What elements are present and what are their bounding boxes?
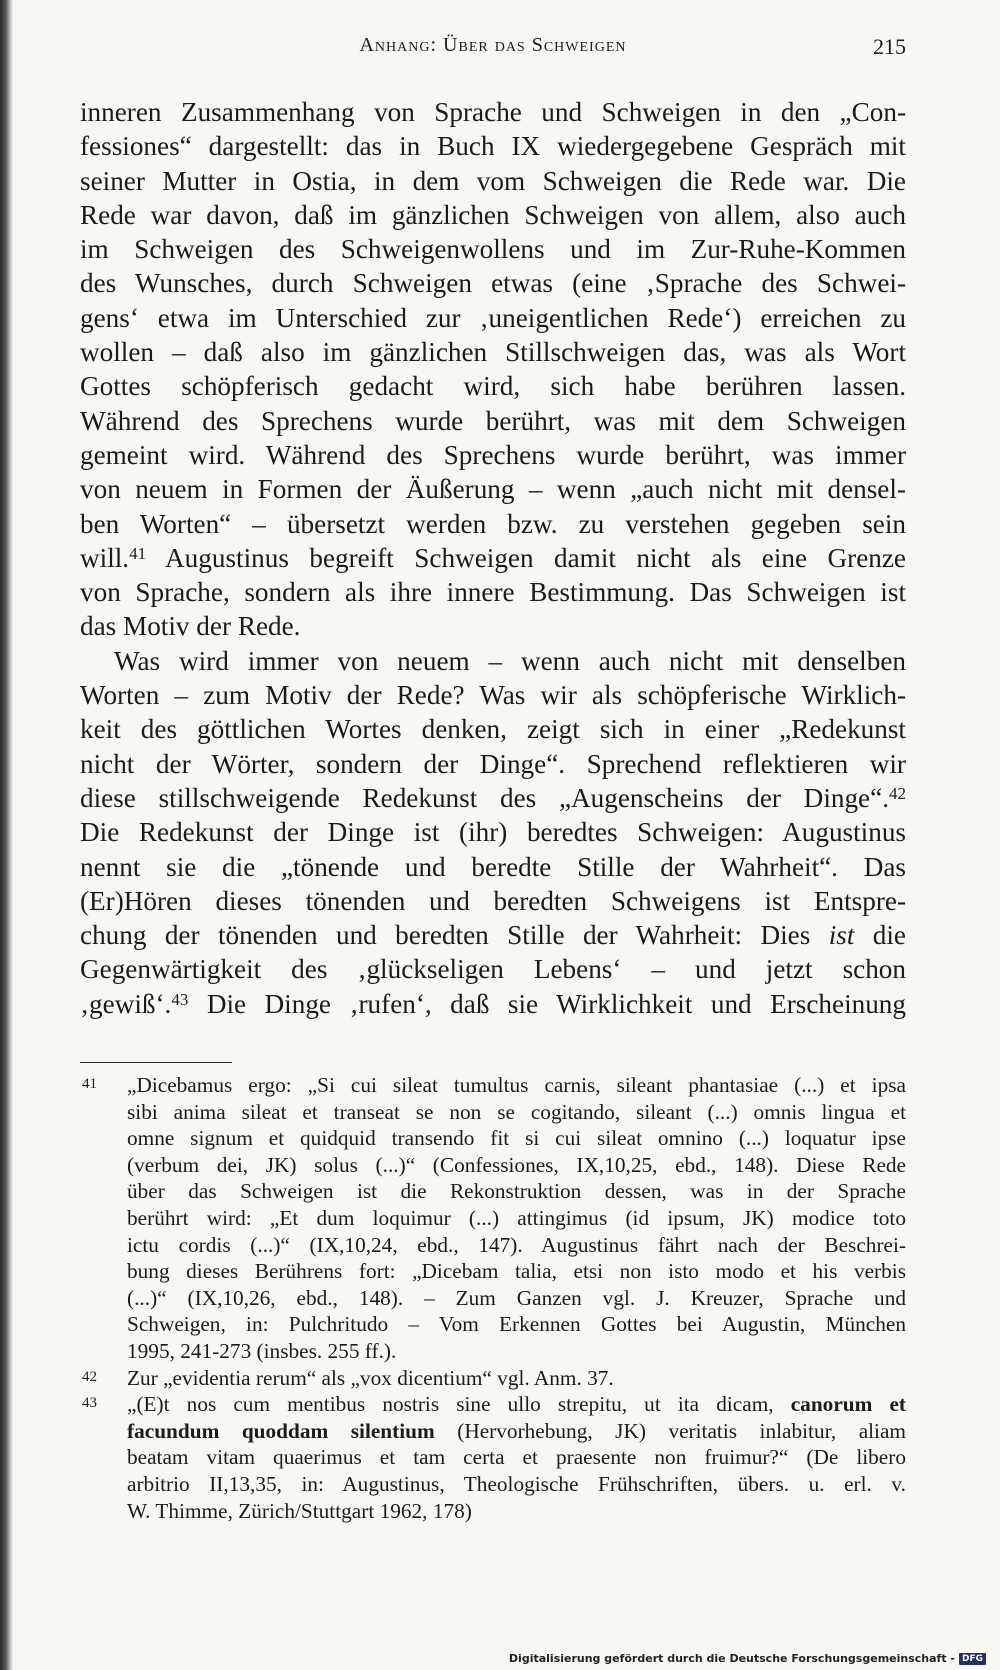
footnote-line — [127, 1444, 906, 1471]
text-segment: beatam vitam quaerimus et tam certa et praesente non fruimur?“ (De libero — [127, 1445, 906, 1470]
body-line — [80, 129, 906, 163]
footnotes — [80, 1072, 906, 1524]
footnote-line — [127, 1072, 906, 1099]
body-line — [80, 850, 906, 884]
text-segment: W. Thimme, Zürich/Stuttgart 1962, 178) — [127, 1498, 472, 1523]
text-segment: des Wunsches, durch Schweigen etwas (eine ‚Sprache des Schwei- — [80, 268, 906, 299]
text-segment: von neuem in Formen der Äußerung – wenn „auch nicht mit densel- — [80, 474, 906, 505]
body-line — [80, 541, 906, 575]
body-line — [80, 472, 906, 506]
text-segment: nennt sie die „tönende und beredte Stille der Wahrheit“. Das — [80, 851, 906, 882]
text-segment: chung der tönenden und beredten Stille der Wahrheit: Dies — [80, 920, 829, 951]
book-spine-shadow — [0, 0, 13, 1670]
body-line — [80, 335, 906, 369]
body-line — [80, 644, 906, 678]
footnote-line — [127, 1338, 906, 1365]
text-segment: bung dieses Berührens fort: „Dicebam talia, etsi non isto modo et his verbis — [127, 1259, 906, 1284]
body-line — [80, 609, 906, 643]
text-segment: Schweigen, in: Pulchritudo – Vom Erkennen Gottes bei Augustin, München — [127, 1312, 906, 1337]
footnote-line — [127, 1125, 906, 1152]
body-line — [80, 747, 906, 781]
text-segment: im Schweigen des Schweigenwollens und im Zur-Ruhe-Kommen — [80, 234, 906, 265]
body-text — [80, 95, 906, 1021]
dfg-logo: DFG — [959, 1653, 986, 1665]
footnote-line — [127, 1205, 906, 1232]
footnote-line — [127, 1099, 906, 1126]
bold-text: facundum quoddam silentium — [127, 1418, 435, 1443]
text-segment: Worten – zum Motiv der Rede? Was wir als schöpferische Wirklich- — [80, 680, 906, 711]
text-segment: (Er)Hören dieses tönenden und beredten Schweigens ist Entspre- — [80, 885, 906, 916]
text-segment: Die Dinge ‚rufen‘, daß sie Wirklichkeit und Erscheinung — [188, 988, 906, 1019]
body-line — [80, 369, 906, 403]
text-segment: Gegenwärtigkeit des ‚glückseligen Lebens‘ – und jetzt schon — [80, 954, 906, 985]
text-segment: Während des Sprechens wurde berührt, was mit dem Schweigen — [80, 405, 906, 436]
text-segment: „Dicebamus ergo: „Si cui sileat tumultus carnis, sileant phantasiae (...) et ipsa — [127, 1073, 906, 1097]
text-segment: gemeint wird. Während des Sprechens wurde berührt, was immer — [80, 439, 906, 470]
footnote-number: 43 — [82, 1395, 97, 1412]
text-segment: (Hervorhebung, JK) veritatis inlabitur, aliam — [434, 1418, 906, 1443]
footnote-reference: 42 — [889, 783, 906, 803]
text-segment: omne signum et quidquid transendo fit si cui sileat omnino (...) loquatur ipse — [127, 1126, 906, 1151]
footnote-line — [127, 1498, 906, 1525]
text-segment: von Sprache, sondern als ihre innere Bestimmung. Das Schweigen ist — [80, 577, 906, 608]
digitization-footer — [509, 1652, 986, 1665]
body-line — [80, 712, 906, 746]
running-title: Anhang: Über das Schweigen — [359, 34, 627, 56]
bold-text: canorum et — [790, 1392, 906, 1417]
body-line — [80, 198, 906, 232]
footnote-number: 42 — [82, 1368, 97, 1385]
body-line — [80, 266, 906, 300]
footnote-line — [127, 1418, 906, 1445]
text-segment: Rede war davon, daß im gänzlichen Schweigen von allem, also auch — [80, 199, 906, 230]
footnote-separator — [80, 1062, 232, 1063]
body-line — [80, 164, 906, 198]
text-segment: die — [854, 920, 906, 951]
text-segment: berührt wird: „Et dum loquimur (...) attingimus (id ipsum, JK) modice toto — [127, 1205, 906, 1230]
footnote-line — [127, 1391, 906, 1418]
text-segment: ‚gewiß‘. — [80, 988, 172, 1019]
body-line — [80, 404, 906, 438]
text-segment: „(E)t nos cum mentibus nostris sine ullo strepitu, ut ita dicam, — [127, 1392, 791, 1417]
body-line — [80, 507, 906, 541]
footnote-line — [127, 1232, 906, 1259]
footnote-number: 41 — [82, 1076, 97, 1092]
text-segment: 1995, 241-273 (insbes. 255 ff.). — [127, 1338, 397, 1363]
text-segment: ictu cordis (...)“ (IX,10,24, ebd., 147). Augustinus fährt nach der Beschrei- — [127, 1232, 906, 1257]
text-segment: gens‘ etwa im Unterschied zur ‚uneigentlichen Rede‘) erreichen zu — [80, 302, 906, 333]
footnote — [80, 1365, 906, 1392]
text-segment: Augustinus begreift Schweigen damit nicht als eine Grenze — [146, 542, 906, 573]
footnote-line — [127, 1152, 906, 1179]
text-segment: (...)“ (IX,10,26, ebd., 148). – Zum Ganzen vgl. J. Kreuzer, Sprache und — [127, 1285, 906, 1310]
body-line — [80, 575, 906, 609]
text-segment: ben Worten“ – übersetzt werden bzw. zu verstehen gegeben sein — [80, 508, 906, 539]
body-line — [80, 918, 906, 952]
digitization-credit: Digitalisierung gefördert durch die Deutsche Forschungsgemeinschaft - — [508, 1652, 955, 1665]
text-segment: inneren Zusammenhang von Sprache und Schweigen in den „Con- — [80, 97, 906, 127]
body-line — [80, 678, 906, 712]
body-line — [80, 987, 906, 1021]
body-line — [80, 884, 906, 918]
text-segment: keit des göttlichen Wortes denken, zeigt sich in einer „Redekunst — [80, 714, 906, 745]
text-segment: diese stillschweigende Redekunst des „Augenscheins der Dinge“. — [80, 782, 889, 813]
text-segment: will. — [80, 542, 130, 573]
body-line — [80, 952, 906, 986]
footnote-reference: 43 — [171, 989, 189, 1009]
footnote-line — [127, 1365, 906, 1392]
emphasis-text: ist — [828, 920, 855, 951]
footnote-line — [127, 1471, 906, 1498]
footnote-line — [127, 1258, 906, 1285]
footnote-line — [127, 1285, 906, 1312]
footnote — [80, 1391, 906, 1524]
text-segment: nicht der Wörter, sondern der Dinge“. Sprechend reflektieren wir — [80, 748, 906, 779]
body-line — [80, 301, 906, 335]
footnote-line — [127, 1178, 906, 1205]
body-line — [80, 438, 906, 472]
text-segment: seiner Mutter in Ostia, in dem vom Schweigen die Rede war. Die — [80, 165, 906, 196]
footnote-reference: 41 — [129, 543, 147, 563]
text-segment: wollen – daß also im gänzlichen Stillschweigen das, was als Wort — [80, 337, 906, 368]
text-segment: fessiones“ dargestellt: das in Buch IX wiedergegebene Gespräch mit — [80, 131, 906, 162]
text-segment: sibi anima sileat et transeat se non se cogitando, sileant (...) omnis lingua et — [127, 1099, 906, 1124]
page-header — [80, 34, 906, 70]
text-segment: (verbum dei, JK) solus (...)“ (Confessiones, IX,10,25, ebd., 148). Diese Rede — [127, 1152, 906, 1177]
body-line — [80, 232, 906, 266]
body-line — [80, 781, 906, 815]
text-segment: über das Schweigen ist die Rekonstruktion dessen, was in der Sprache — [127, 1179, 906, 1204]
text-segment: Gottes schöpferisch gedacht wird, sich habe berühren lassen. — [80, 371, 906, 402]
text-segment: arbitrio II,13,35, in: Augustinus, Theologische Frühschriften, übers. u. erl. v. — [127, 1471, 906, 1496]
text-segment: Zur „evidentia rerum“ als „vox dicentium“ vgl. Anm. 37. — [127, 1365, 614, 1390]
text-segment: Was wird immer von neuem – wenn auch nicht mit denselben — [114, 645, 906, 676]
text-segment: Die Redekunst der Dinge ist (ihr) beredtes Schweigen: Augustinus — [80, 817, 906, 848]
text-segment: das Motiv der Rede. — [80, 611, 301, 642]
footnote-line — [127, 1311, 906, 1338]
body-line — [80, 95, 906, 129]
body-line — [80, 815, 906, 849]
footnote — [80, 1072, 906, 1365]
page-number: 215 — [873, 34, 906, 59]
